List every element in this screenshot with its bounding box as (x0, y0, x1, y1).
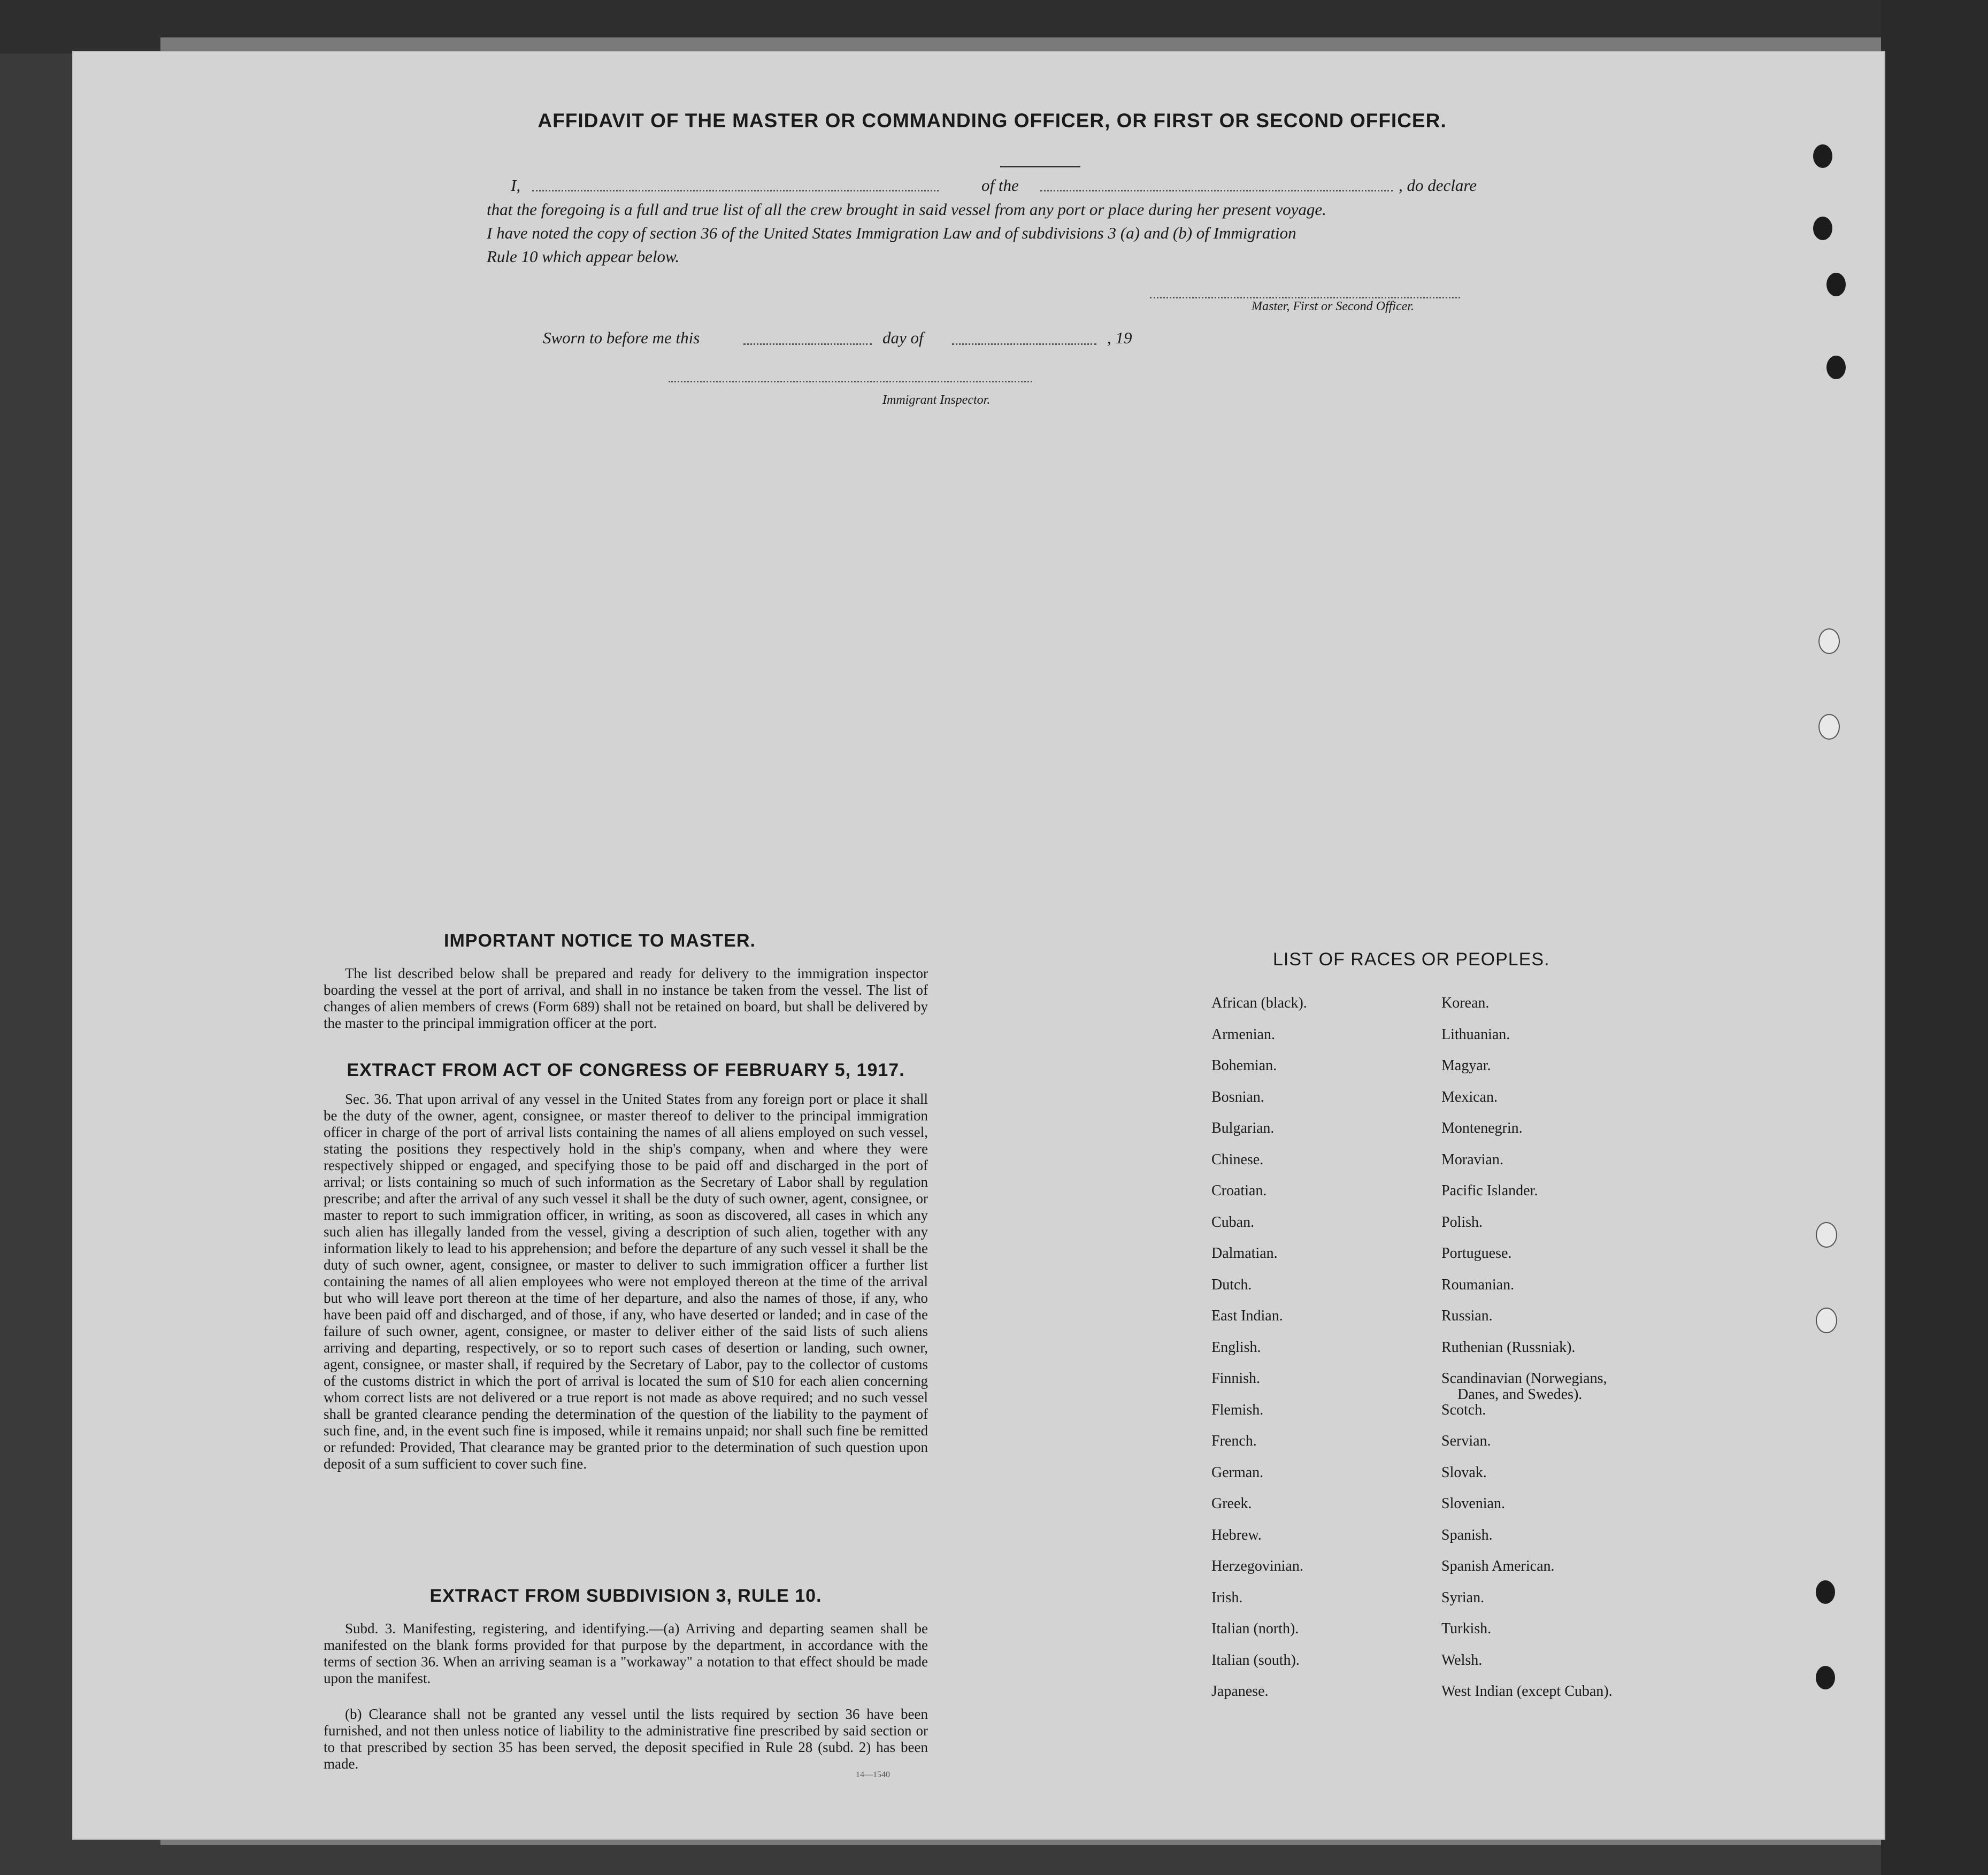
race-item: Danes, and Swedes). (1457, 1386, 1583, 1403)
affidavit-line-2: that the foregoing is a full and true list of all the crew brought in said vessel from any port or place during her present voyage. (487, 200, 1326, 219)
race-item: Montenegrin. (1441, 1120, 1523, 1136)
race-item: French. (1211, 1433, 1257, 1449)
race-item: Moravian. (1441, 1151, 1503, 1168)
race-item: Bohemian. (1211, 1057, 1277, 1074)
vessel-blank[interactable] (1040, 190, 1393, 191)
race-item: Welsh. (1441, 1651, 1483, 1669)
race-item: Italian (south). (1211, 1651, 1300, 1669)
punch-hole (1826, 356, 1846, 379)
race-item: Japanese. (1211, 1683, 1269, 1700)
race-item: Dalmatian. (1211, 1245, 1278, 1262)
extract-act-title: EXTRACT FROM ACT OF CONGRESS OF FEBRUARY 5, 1917. (347, 1060, 905, 1080)
race-item: Lithuanian. (1441, 1026, 1510, 1043)
race-item: Slovenian. (1441, 1495, 1505, 1512)
affidavit-line-4: Rule 10 which appear below. (487, 247, 680, 266)
race-item: Scotch. (1441, 1401, 1486, 1418)
race-item: Spanish. (1441, 1526, 1493, 1543)
race-item: Dutch. (1211, 1276, 1252, 1293)
inspector-signature-line[interactable] (669, 381, 1032, 382)
divider (1000, 166, 1080, 167)
race-item: Polish. (1441, 1213, 1483, 1231)
document-page (72, 51, 1885, 1840)
punch-hole (1816, 1222, 1837, 1248)
race-item: Pacific Islander. (1441, 1182, 1538, 1199)
sworn-year: , 19 (1107, 328, 1132, 347)
scanner-right-band (1881, 0, 1988, 1875)
race-item: English. (1211, 1339, 1261, 1356)
punch-hole (1818, 714, 1840, 740)
race-item: Mexican. (1441, 1088, 1498, 1105)
race-item: Armenian. (1211, 1026, 1275, 1043)
punch-hole (1813, 217, 1832, 240)
notice-text: The list described below shall be prepared and ready for delivery to the immigration inspector boarding the vessel at the port of arrival, and shall in no instance be taken from the vessel. The list of changes of alien members of crews (Form 689) shall not be retained on board, but shall be delivered by the master to the principal immigration officer at the port. (324, 965, 928, 1031)
signature-caption: Master, First or Second Officer. (1252, 299, 1414, 313)
race-item: Turkish. (1441, 1620, 1492, 1637)
race-item: Herzegovinian. (1211, 1558, 1303, 1574)
punch-hole (1813, 144, 1832, 168)
punch-hole (1818, 628, 1840, 654)
affidavit-line-3: I have noted the copy of section 36 of the United States Immigration Law and of subdivisions 3 (a) and (b) of Immigration (487, 224, 1296, 242)
race-item: German. (1211, 1464, 1264, 1481)
race-item: Hebrew. (1211, 1526, 1262, 1543)
race-item: Korean. (1441, 995, 1490, 1011)
punch-hole (1816, 1580, 1835, 1604)
sworn-day-of: day of (882, 328, 924, 347)
race-item: African (black). (1211, 995, 1307, 1011)
punch-hole (1816, 1308, 1837, 1333)
affidavit-title: AFFIDAVIT OF THE MASTER OR COMMANDING OFFICER, OR FIRST OR SECOND OFFICER. (538, 110, 1447, 132)
race-item: Syrian. (1441, 1589, 1485, 1606)
name-blank[interactable] (532, 190, 939, 191)
race-item: Bosnian. (1211, 1088, 1264, 1105)
sworn-month-blank[interactable] (952, 343, 1096, 345)
extract-act-text: Sec. 36. That upon arrival of any vessel in the United States from any foreign port or place it shall be the duty of the owner, agent, consignee, or master thereof to deliver to the principal immigration officer in charge of the port of arrival lists containing the names of all aliens employed on such vessel, stating the positions they respectively hold in the ship's company, when and where they were respectively shipped or engaged, and specifying those to be paid off and discharged in the port of arrival; or lists containing so much of such information as the Secretary of Labor shall by regulation prescribe; and after the arrival of any such vessel it shall be the duty of such owner, agent, consignee, or master to report to such immigration officer, in writing, as soon as discovered, all cases in which any such alien has illegally landed from the vessel, giving a description of such alien, together with any information likely to lead to his apprehension; and before the departure of any such vessel it shall be the duty of such owner, agent, consignee, or master to deliver to such immigration officer a further list containing the names of all alien employees who were not employed thereon at the time of the arrival but who will leave port thereon at the time of her departure, and also the names of those, if any, who have been paid off and discharged, and of those, if any, who have deserted or landed; and in case of the failure of such owner, agent, consignee, or master to deliver either of the said lists of such aliens arriving and departing, respectively, or so to report such cases of desertion or landing, such owner, agent, consignee, or master shall, if required by the Secretary of Labor, pay to the collector of customs of the customs district in which the port of arrival is located the sum of $10 for each alien concerning whom correct lists are not delivered or a true report is not made as above required; and no such vessel shall be granted clearance pending the determination of the question of the liability to the payment of such fine, and, in the event such fine is imposed, while it remains unpaid; nor shall such fine be remitted or refunded: Provided, That clearance may be granted prior to the determination of such question upon deposit of a sum sufficient to cover such fine. (324, 1091, 928, 1472)
affidavit-line-1-mid: of the (981, 176, 1019, 195)
sworn-day-blank[interactable] (743, 343, 872, 345)
race-item: Flemish. (1211, 1401, 1264, 1418)
extract-rule-title: EXTRACT FROM SUBDIVISION 3, RULE 10. (429, 1586, 822, 1606)
races-title: LIST OF RACES OR PEOPLES. (1273, 949, 1550, 970)
race-item: Spanish American. (1441, 1558, 1555, 1574)
race-item: Servian. (1441, 1433, 1491, 1449)
race-item: Portuguese. (1441, 1245, 1512, 1262)
extract-rule-text-a: Subd. 3. Manifesting, registering, and identifying.—(a) Arriving and departing seamen shall be manifested on the blank forms provided for that purpose by the department, in accordance with the terms of section 36. When an arriving seaman is a "workaway" a notation to that effect should be made upon the manifest. (324, 1620, 928, 1686)
race-item: Irish. (1211, 1589, 1243, 1606)
race-item: East Indian. (1211, 1308, 1283, 1324)
affidavit-line-1-start: I, (511, 176, 521, 195)
notice-title: IMPORTANT NOTICE TO MASTER. (444, 931, 756, 951)
race-item: Italian (north). (1211, 1620, 1299, 1637)
race-item: Chinese. (1211, 1151, 1264, 1168)
race-item: West Indian (except Cuban). (1441, 1683, 1613, 1700)
race-item: Scandinavian (Norwegians, (1441, 1370, 1607, 1387)
race-item: Greek. (1211, 1495, 1252, 1512)
extract-rule-text-b: (b) Clearance shall not be granted any vessel until the lists required by section 36 have been furnished, and not then unless notice of liability to the administrative fine prescribed by said section or to that prescribed by section 35 has been served, the deposit specified in Rule 28 (subd. 2) has been made. (324, 1706, 928, 1772)
race-item: Bulgarian. (1211, 1120, 1275, 1136)
sworn-text: Sworn to before me this (543, 328, 700, 347)
race-item: Croatian. (1211, 1182, 1267, 1199)
race-item: Magyar. (1441, 1057, 1491, 1074)
race-item: Finnish. (1211, 1370, 1261, 1387)
race-item: Russian. (1441, 1308, 1493, 1324)
race-item: Cuban. (1211, 1213, 1255, 1231)
inspector-caption: Immigrant Inspector. (882, 393, 991, 407)
race-item: Ruthenian (Russniak). (1441, 1339, 1576, 1356)
race-item: Roumanian. (1441, 1276, 1515, 1293)
signature-line[interactable] (1150, 297, 1460, 298)
race-item: Slovak. (1441, 1464, 1487, 1481)
affidavit-line-1-end: , do declare (1399, 176, 1477, 195)
punch-hole (1826, 273, 1846, 296)
form-code: 14—1540 (856, 1770, 890, 1779)
punch-hole (1816, 1666, 1835, 1689)
